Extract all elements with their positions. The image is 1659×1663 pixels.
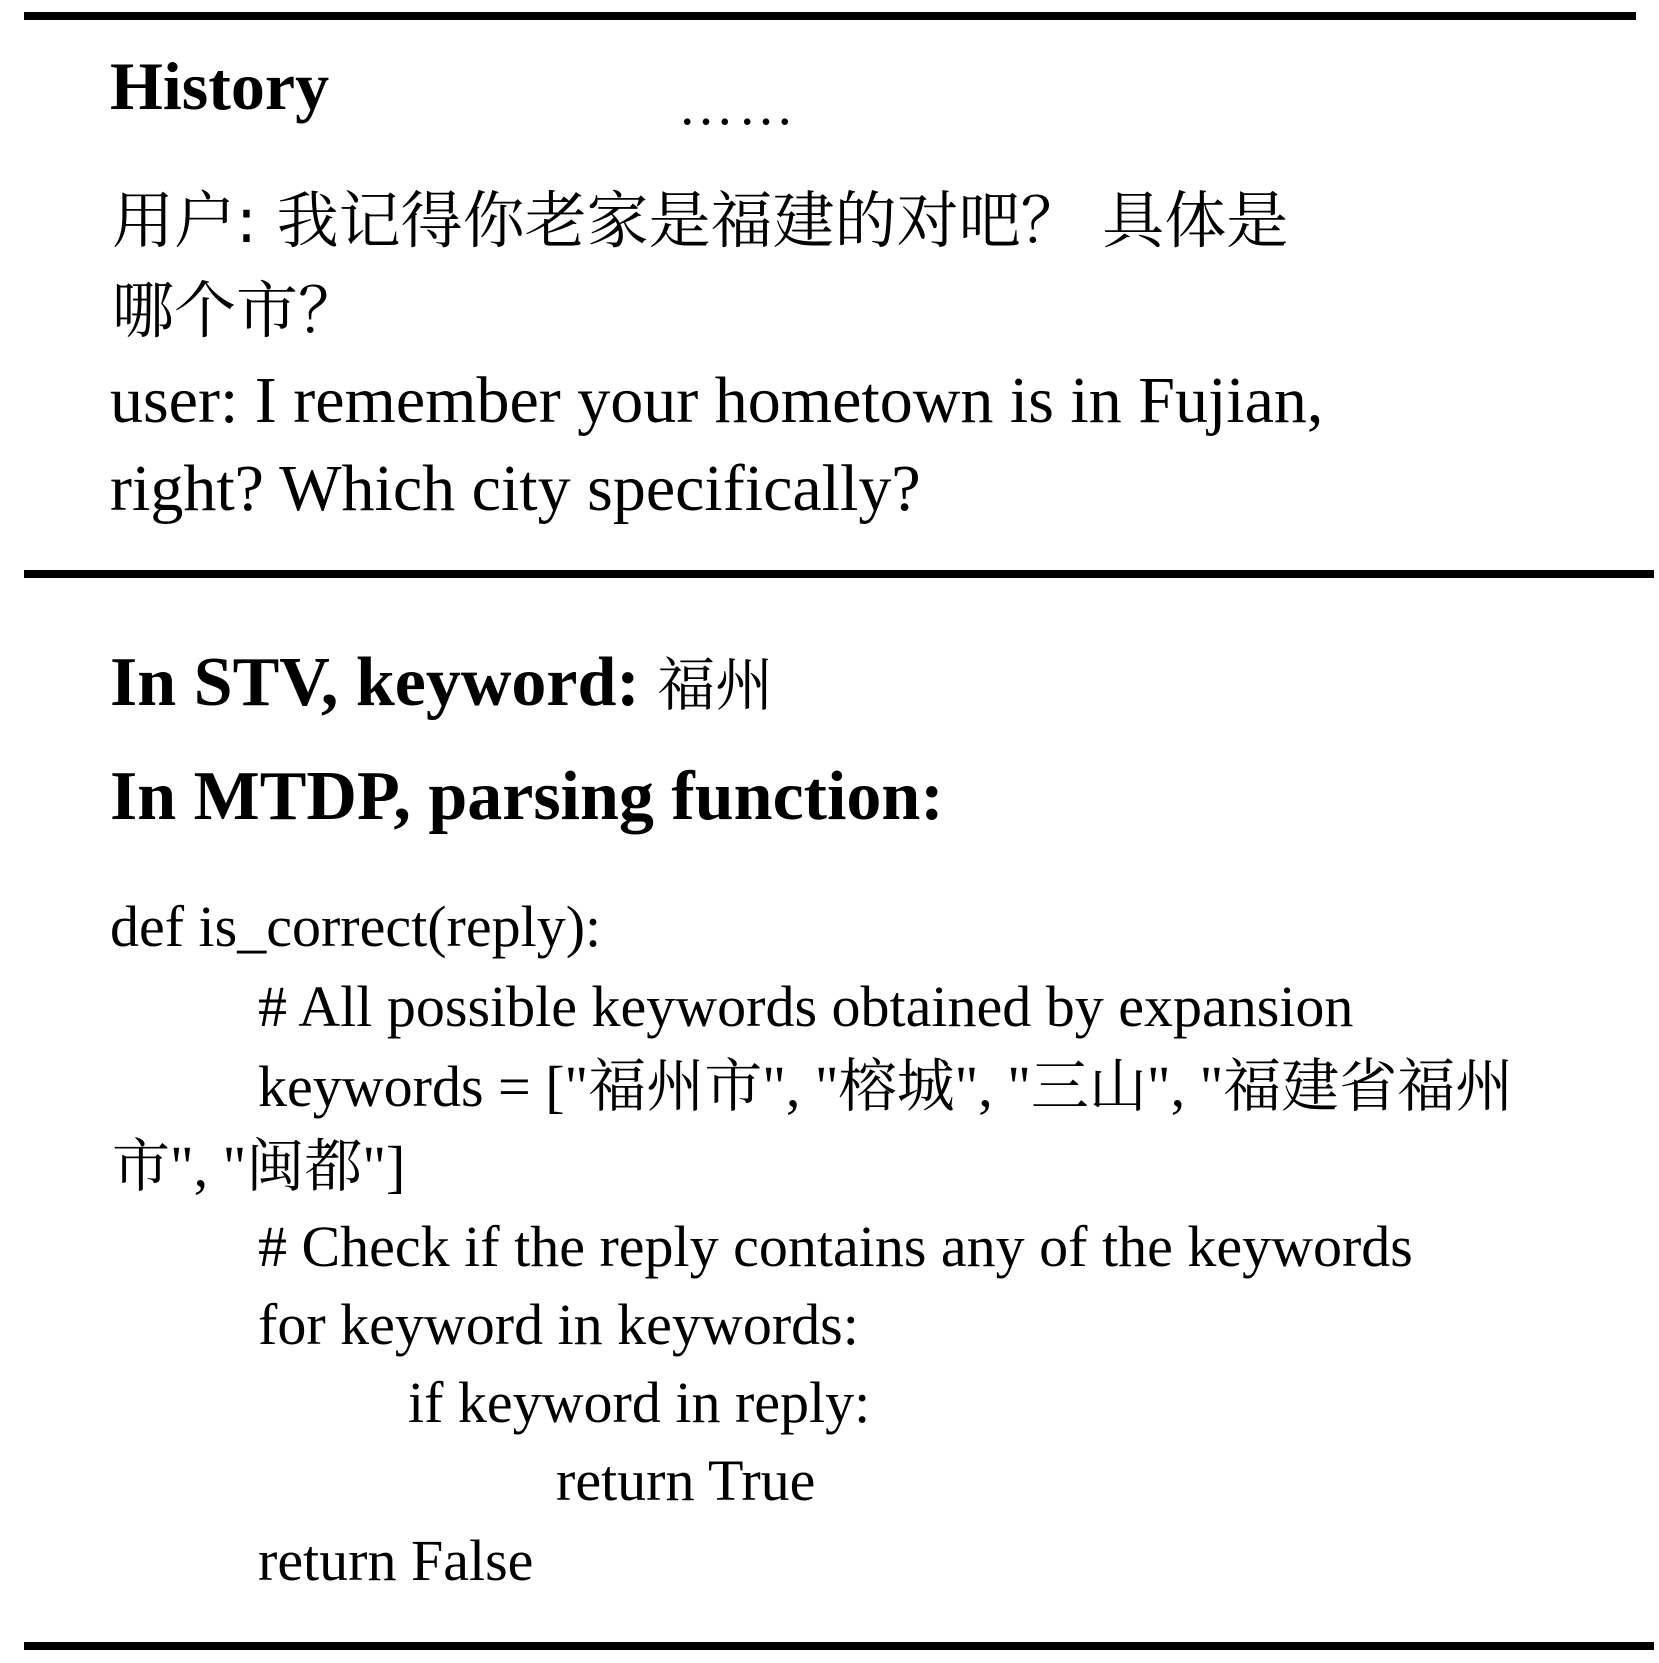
user-english-line-1: user: I remember your hometown is in Fujian,	[110, 364, 1324, 437]
code-keywords-text: keywords = ["福州市", "榕城", "三山", "福建省福州	[258, 1054, 1514, 1119]
mtdp-heading: In MTDP, parsing function:	[110, 758, 944, 835]
user-chinese-line-1: 用户: 我记得你老家是福建的对吧？ 具体是	[112, 184, 1289, 257]
stv-label: In STV, keyword:	[110, 644, 640, 721]
code-line-for: for keyword in keywords:	[258, 1292, 859, 1357]
stv-keyword-line	[110, 644, 774, 721]
user-chinese-line-2: 哪个市？	[112, 274, 361, 347]
bottom-rule	[24, 1642, 1654, 1650]
history-ellipsis: ……	[678, 75, 798, 137]
code-line-return-false: return False	[258, 1528, 534, 1593]
middle-rule	[24, 570, 1654, 578]
code-line-keywords	[258, 1054, 1514, 1119]
stv-keyword-value: 福州	[657, 651, 774, 719]
history-heading: History	[110, 48, 330, 124]
code-line-return-true: return True	[556, 1448, 816, 1513]
code-line-comment-expansion: # All possible keywords obtained by expansion	[258, 974, 1354, 1039]
code-line-keywords-cont: 市", "闽都"]	[112, 1134, 406, 1199]
code-line-def: def is_correct(reply):	[110, 894, 602, 959]
top-rule	[24, 12, 1636, 20]
user-english-line-2: right? Which city specifically?	[110, 452, 921, 525]
code-line-if: if keyword in reply:	[408, 1370, 871, 1435]
code-line-comment-check: # Check if the reply contains any of the keywords	[258, 1214, 1413, 1279]
